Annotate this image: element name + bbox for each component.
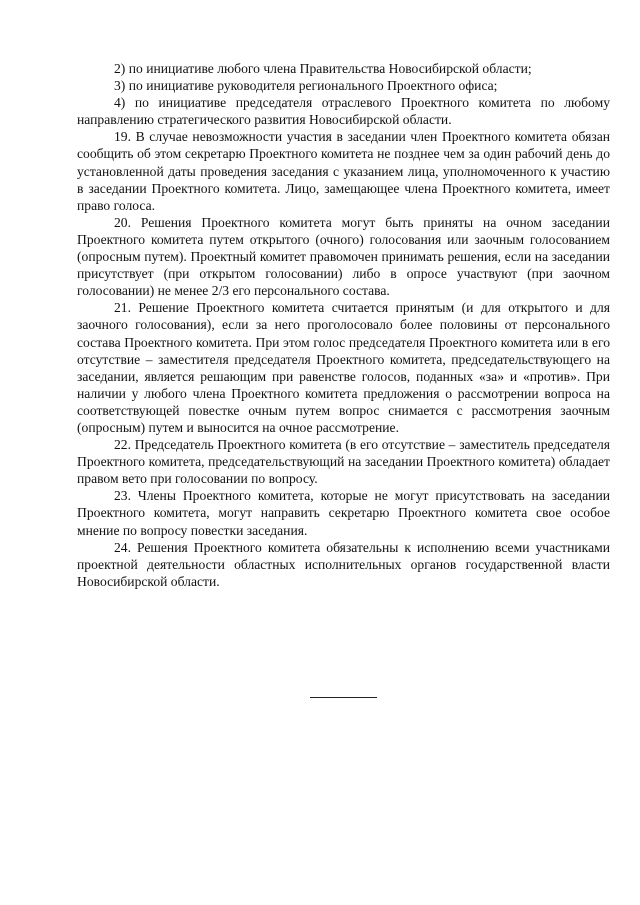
paragraph-item-4: 4) по инициативе председателя отраслевого Проектного комитета по любому направлению стратегического развития Новосибирской области. (77, 95, 610, 128)
document-body (77, 60, 610, 590)
paragraph-23: 23. Члены Проектного комитета, которые не могут присутствовать на заседании Проектного комитета, могут направить секретарю Проектного комитета свое особое мнение по вопросу повестки заседания. (77, 488, 610, 538)
paragraph-21: 21. Решение Проектного комитета считается принятым (и для открытого и для заочного голосования), если за него проголосовало более половины от персонального состава Проектного комитета. При этом голос председателя Проектного комитета или в его отсутствие – заместителя председателя Проектного комитета, председательствующего на заседании, является решающим при равенстве голосов, поданных «за» и «против». При наличии у любого члена Проектного комитета предложения о рассмотрении вопроса на соответствующей повестке очным путем вопрос снимается с рассмотрения заочным (опросным) путем и выносится на очное рассмотрение. (77, 300, 610, 435)
paragraph-24: 24. Решения Проектного комитета обязательны к исполнению всеми участниками проектной деятельности областных исполнительных органов государственной власти Новосибирской области. (77, 539, 610, 589)
paragraph-22: 22. Председатель Проектного комитета (в его отсутствие – заместитель председателя Проектного комитета, председательствующий на заседании Проектного комитета) обладает правом вето при голосовании по вопросу. (77, 437, 610, 487)
paragraph-item-2: 2) по инициативе любого члена Правительства Новосибирской области; (114, 61, 532, 76)
paragraph-19: 19. В случае невозможности участия в заседании член Проектного комитета обязан сообщить об этом секретарю Проектного комитета не позднее чем за один рабочий день до установленной даты проведения заседания с указанием лица, уполномоченного к участию в заседании Проектного комитета. Лицо, замещающее члена Проектного комитета, имеет право голоса. (77, 129, 610, 213)
paragraph-20: 20. Решения Проектного комитета могут быть приняты на очном заседании Проектного комитета путем открытого (очного) голосования или заочным голосованием (опросным путем). Проектный комитет правомочен принимать решения, если на заседании присутствует (при открытом голосовании) либо в опросе участвуют (при заочном голосовании) не менее 2/3 его персонального состава. (77, 214, 610, 299)
paragraph-item-3: 3) по инициативе руководителя регионального Проектного офиса; (114, 78, 498, 94)
end-of-document-divider (310, 697, 377, 698)
